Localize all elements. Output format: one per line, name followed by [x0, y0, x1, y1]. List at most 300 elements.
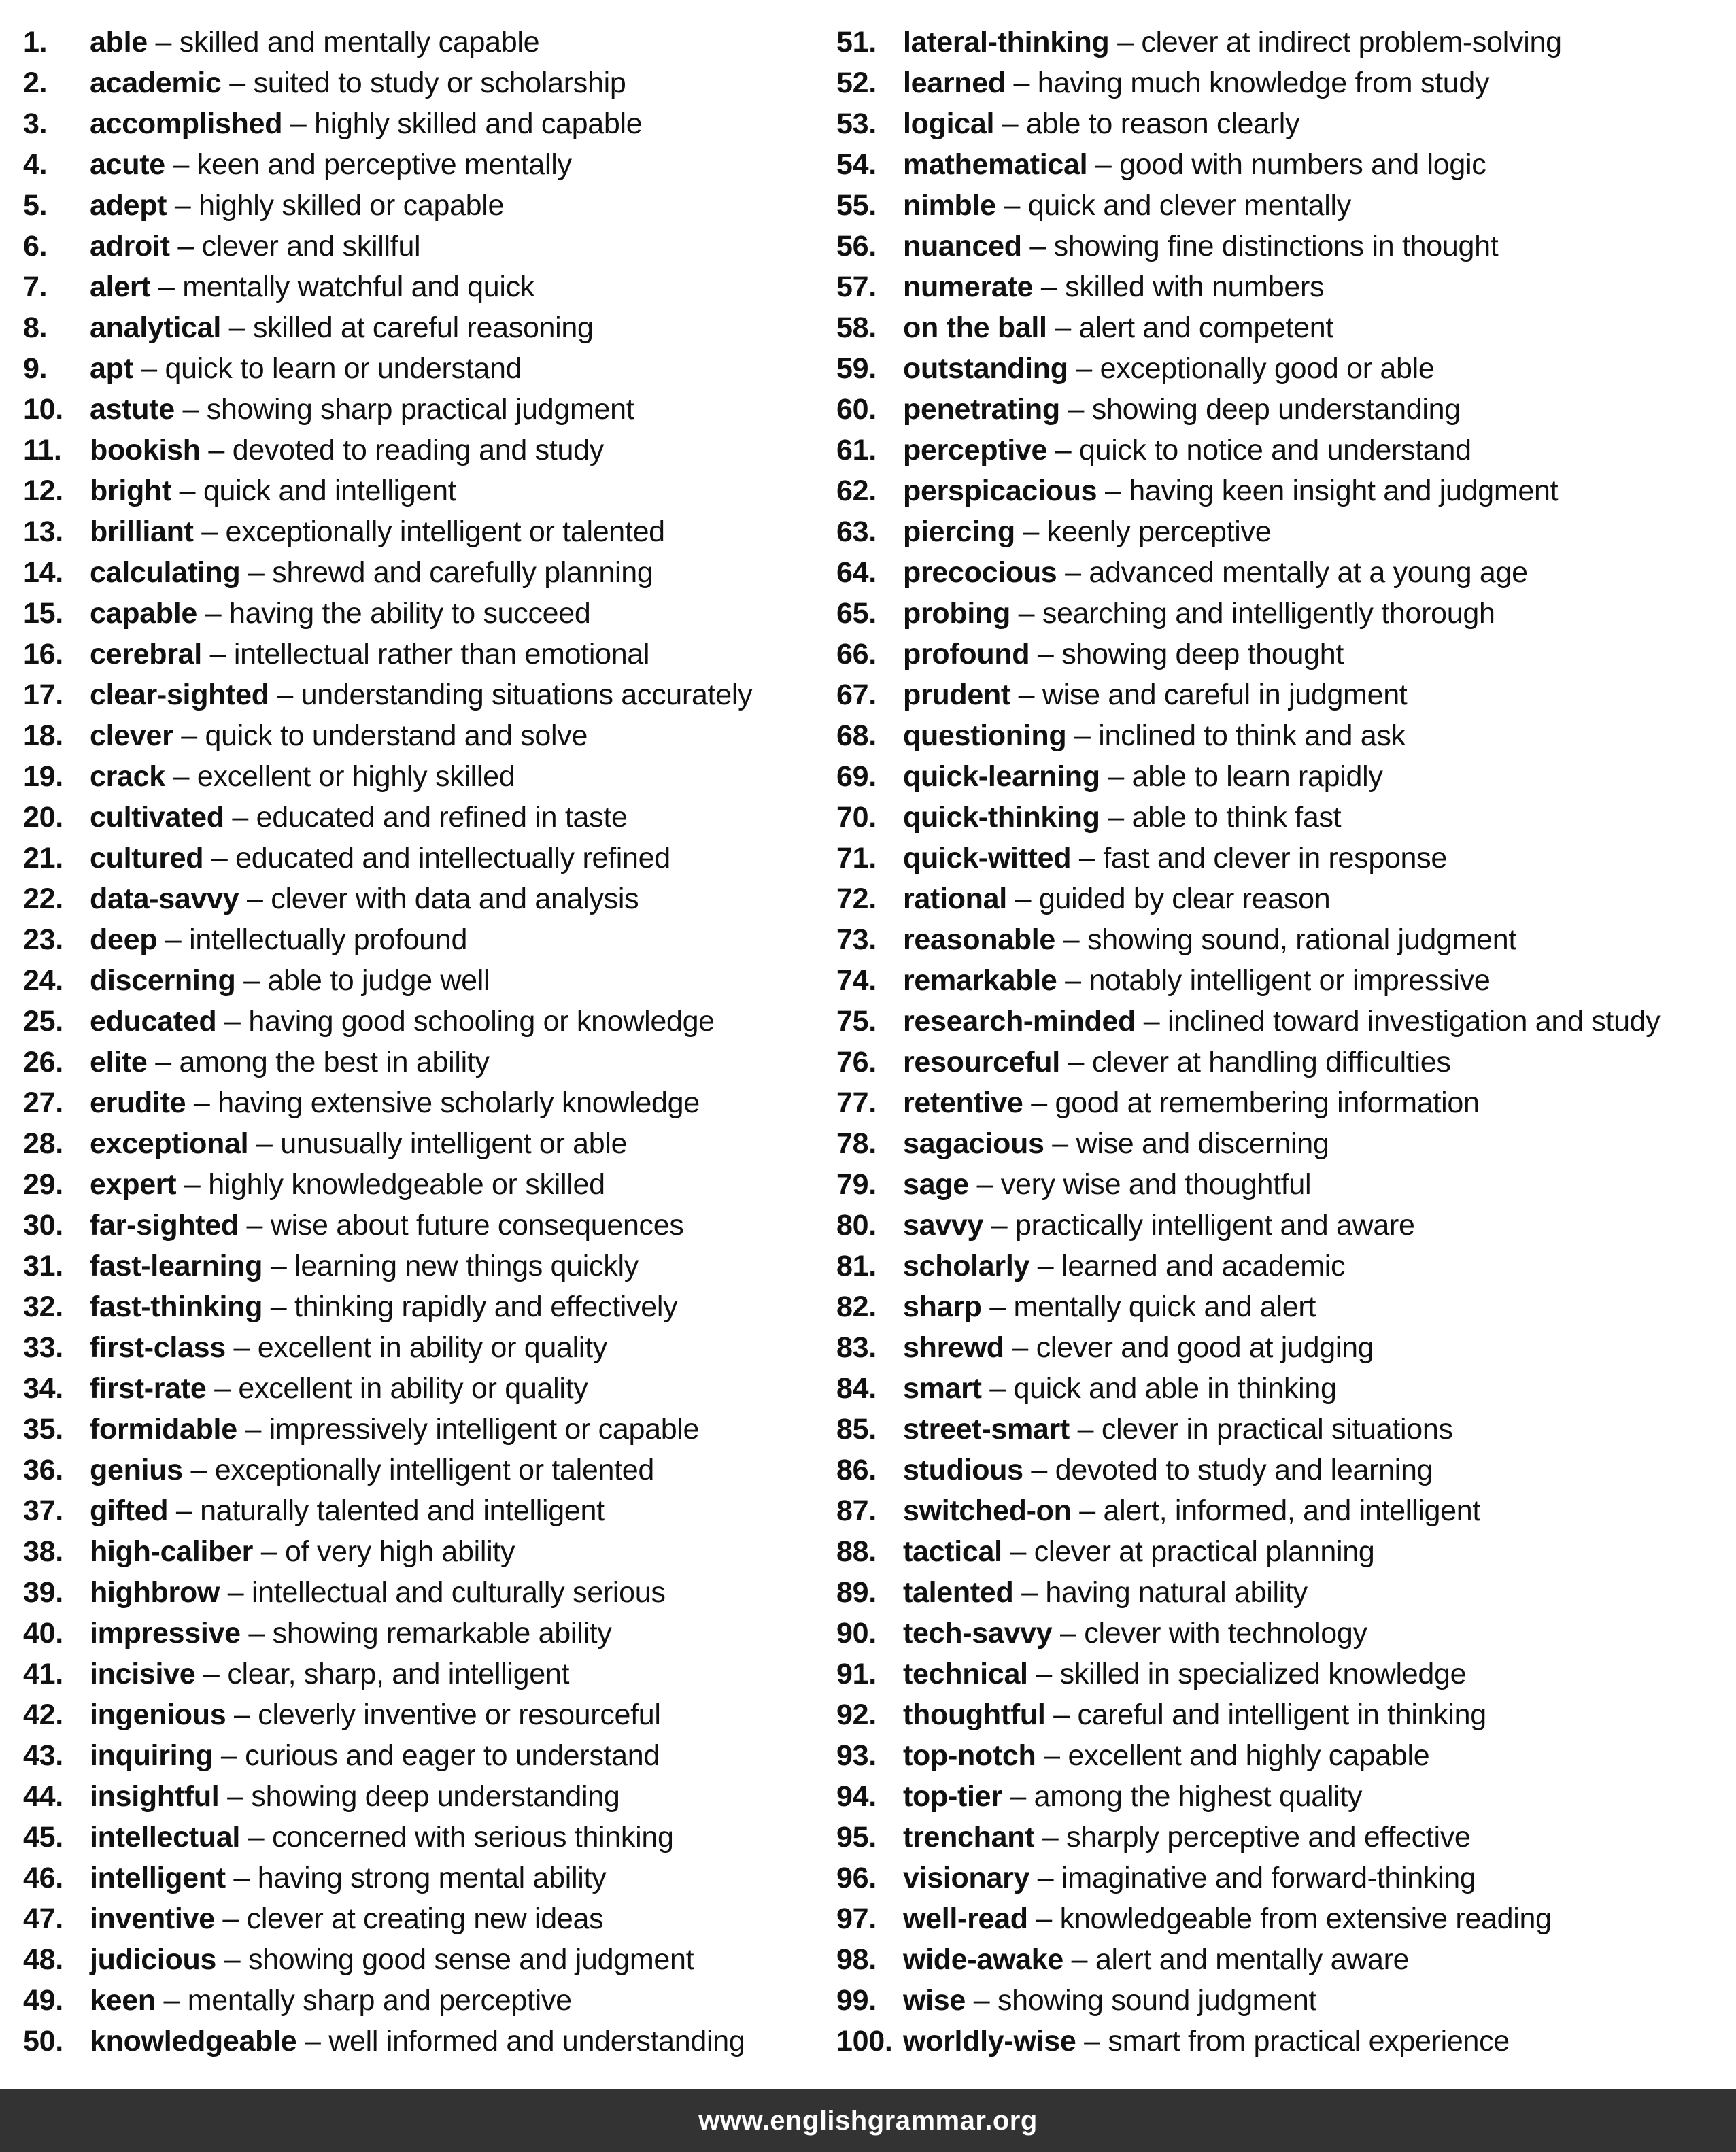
item-number: 52.	[836, 67, 876, 99]
item-word: smart	[903, 1372, 982, 1405]
item-separator: –	[190, 1454, 207, 1486]
item-word: retentive	[903, 1087, 1023, 1119]
list-item	[23, 1042, 832, 1082]
item-separator: –	[177, 230, 194, 262]
item-separator: –	[1076, 352, 1092, 385]
item-separator: –	[277, 679, 294, 711]
item-number: 41.	[23, 1658, 63, 1690]
list-item	[23, 838, 832, 878]
item-word: adept	[90, 189, 167, 222]
item-number: 64.	[836, 556, 876, 589]
item-word: elite	[90, 1046, 148, 1078]
item-word: brilliant	[90, 515, 194, 548]
item-number: 79.	[836, 1168, 876, 1201]
list-item	[23, 1409, 832, 1450]
item-definition: highly skilled or capable	[199, 189, 505, 222]
item-separator: –	[1031, 1087, 1047, 1119]
item-separator: –	[155, 1046, 171, 1078]
item-separator: –	[976, 1168, 993, 1201]
item-definition: fast and clever in response	[1103, 842, 1447, 874]
list-item	[836, 22, 1720, 63]
item-word: gifted	[90, 1495, 169, 1527]
item-number: 74.	[836, 964, 876, 997]
item-separator: –	[270, 1250, 287, 1282]
item-definition: advanced mentally at a young age	[1089, 556, 1528, 589]
item-number: 44.	[23, 1780, 63, 1813]
item-number: 72.	[836, 883, 876, 915]
item-word: top-notch	[903, 1739, 1036, 1772]
item-number: 29.	[23, 1168, 63, 1201]
item-word: far-sighted	[90, 1209, 239, 1242]
list-item	[23, 1368, 832, 1409]
item-definition: knowledgeable from extensive reading	[1059, 1902, 1552, 1935]
list-item	[836, 226, 1720, 267]
item-definition: showing fine distinctions in thought	[1053, 230, 1499, 262]
list-item	[836, 878, 1720, 919]
item-number: 2.	[23, 67, 48, 99]
list-item	[836, 2021, 1720, 2062]
list-item	[23, 1735, 832, 1776]
item-word: probing	[903, 597, 1010, 630]
item-number: 47.	[23, 1902, 63, 1935]
item-word: ingenious	[90, 1698, 226, 1731]
item-number: 68.	[836, 719, 876, 752]
item-definition: excellent or highly skilled	[197, 760, 515, 793]
item-number: 43.	[23, 1739, 63, 1772]
item-number: 8.	[23, 311, 48, 344]
item-number: 6.	[23, 230, 48, 262]
item-word: sage	[903, 1168, 969, 1201]
list-item	[23, 960, 832, 1001]
item-number: 55.	[836, 189, 876, 222]
list-item	[836, 552, 1720, 593]
item-word: cultivated	[90, 801, 224, 834]
item-definition: alert and competent	[1078, 311, 1334, 344]
item-definition: wise and careful in judgment	[1042, 679, 1408, 711]
item-definition: clever at practical planning	[1034, 1535, 1375, 1568]
item-word: capable	[90, 597, 198, 630]
item-number: 94.	[836, 1780, 876, 1813]
item-definition: skilled with numbers	[1065, 271, 1325, 303]
item-number: 7.	[23, 271, 48, 303]
item-number: 76.	[836, 1046, 876, 1078]
item-separator: –	[181, 719, 197, 752]
item-number: 40.	[23, 1617, 63, 1650]
list-item	[23, 674, 832, 715]
list-item	[836, 307, 1720, 348]
item-definition: clever in practical situations	[1101, 1413, 1453, 1446]
item-number: 86.	[836, 1454, 876, 1486]
item-separator: –	[243, 964, 260, 997]
item-word: knowledgeable	[90, 2025, 297, 2057]
list-item	[836, 1776, 1720, 1817]
list-item	[23, 1694, 832, 1735]
item-separator: –	[1095, 148, 1112, 181]
item-definition: clever with technology	[1084, 1617, 1367, 1650]
item-separator: –	[1055, 311, 1071, 344]
item-definition: understanding situations accurately	[301, 679, 753, 711]
item-separator: –	[228, 311, 245, 344]
list-item	[23, 1164, 832, 1205]
item-definition: good with numbers and logic	[1119, 148, 1486, 181]
item-definition: searching and intelligently thorough	[1042, 597, 1495, 630]
item-separator: –	[1036, 1658, 1052, 1690]
item-word: educated	[90, 1005, 217, 1038]
list-item	[836, 674, 1720, 715]
item-number: 45.	[23, 1821, 63, 1854]
list-item	[836, 756, 1720, 797]
item-word: deep	[90, 923, 158, 956]
item-definition: showing deep understanding	[251, 1780, 620, 1813]
item-separator: –	[1084, 2025, 1100, 2057]
item-number: 38.	[23, 1535, 63, 1568]
list-item	[23, 715, 832, 756]
item-word: inquiring	[90, 1739, 214, 1772]
item-separator: –	[1013, 67, 1030, 99]
item-separator: –	[208, 434, 225, 466]
item-definition: exceptionally intelligent or talented	[225, 515, 665, 548]
item-word: inventive	[90, 1902, 215, 1935]
list-item	[836, 1613, 1720, 1654]
item-word: wide-awake	[903, 1943, 1063, 1976]
list-item	[836, 1490, 1720, 1531]
item-word: erudite	[90, 1087, 186, 1119]
word-list-column-right	[836, 22, 1720, 2062]
item-separator: –	[173, 760, 190, 793]
item-definition: showing remarkable ability	[272, 1617, 612, 1650]
item-separator: –	[1037, 1250, 1054, 1282]
item-definition: mentally watchful and quick	[182, 271, 535, 303]
item-number: 37.	[23, 1495, 63, 1527]
item-separator: –	[1021, 1576, 1038, 1609]
item-number: 63.	[836, 515, 876, 548]
item-definition: intellectually profound	[189, 923, 468, 956]
item-definition: showing deep understanding	[1091, 393, 1461, 426]
item-word: first-rate	[90, 1372, 207, 1405]
item-number: 10.	[23, 393, 63, 426]
list-item	[23, 389, 832, 430]
item-number: 96.	[836, 1862, 876, 1894]
list-item	[23, 593, 832, 634]
list-item	[23, 756, 832, 797]
item-word: nuanced	[903, 230, 1022, 262]
item-number: 46.	[23, 1862, 63, 1894]
item-word: quick-witted	[903, 842, 1072, 874]
item-separator: –	[991, 1209, 1008, 1242]
item-definition: practically intelligent and aware	[1015, 1209, 1415, 1242]
list-item	[836, 634, 1720, 674]
item-word: apt	[90, 352, 133, 385]
item-separator: –	[1023, 515, 1040, 548]
list-item	[23, 797, 832, 838]
item-definition: showing sound judgment	[997, 1984, 1317, 2017]
item-definition: clever at handling difficulties	[1091, 1046, 1451, 1078]
item-number: 34.	[23, 1372, 63, 1405]
item-separator: –	[1029, 230, 1046, 262]
item-number: 27.	[23, 1087, 63, 1119]
item-separator: –	[1065, 964, 1081, 997]
item-definition: learned and academic	[1061, 1250, 1346, 1282]
item-separator: –	[1143, 1005, 1160, 1038]
item-number: 70.	[836, 801, 876, 834]
item-word: scholarly	[903, 1250, 1030, 1282]
item-word: bookish	[90, 434, 201, 466]
item-word: resourceful	[903, 1046, 1060, 1078]
list-item	[836, 1368, 1720, 1409]
item-separator: –	[1117, 26, 1134, 58]
list-item	[836, 1939, 1720, 1980]
item-word: accomplished	[90, 107, 283, 140]
item-separator: –	[1031, 1454, 1048, 1486]
item-word: impressive	[90, 1617, 241, 1650]
item-number: 98.	[836, 1943, 876, 1976]
item-separator: –	[1018, 679, 1035, 711]
item-word: questioning	[903, 719, 1067, 752]
item-word: studious	[903, 1454, 1023, 1486]
item-number: 26.	[23, 1046, 63, 1078]
list-item	[23, 1858, 832, 1898]
list-item	[23, 307, 832, 348]
item-number: 9.	[23, 352, 48, 385]
item-number: 25.	[23, 1005, 63, 1038]
item-definition: imaginative and forward-thinking	[1061, 1862, 1476, 1894]
item-number: 1.	[23, 26, 48, 58]
item-definition: able to judge well	[267, 964, 490, 997]
item-definition: well informed and understanding	[328, 2025, 745, 2057]
item-number: 23.	[23, 923, 63, 956]
item-number: 33.	[23, 1331, 63, 1364]
item-number: 88.	[836, 1535, 876, 1568]
list-item	[836, 1286, 1720, 1327]
item-separator: –	[232, 801, 249, 834]
list-item	[836, 960, 1720, 1001]
item-separator: –	[182, 393, 199, 426]
list-item	[836, 593, 1720, 634]
item-number: 69.	[836, 760, 876, 793]
item-separator: –	[1063, 923, 1080, 956]
item-definition: clear, sharp, and intelligent	[227, 1658, 570, 1690]
item-word: well-read	[903, 1902, 1028, 1935]
item-word: sharp	[903, 1291, 982, 1323]
item-definition: exceptionally intelligent or talented	[214, 1454, 654, 1486]
item-definition: devoted to study and learning	[1055, 1454, 1433, 1486]
item-word: shrewd	[903, 1331, 1004, 1364]
list-item	[23, 1613, 832, 1654]
item-separator: –	[165, 923, 182, 956]
list-item	[836, 1123, 1720, 1164]
footer-bar	[0, 2089, 1736, 2152]
item-separator: –	[211, 842, 228, 874]
list-item	[23, 1572, 832, 1613]
item-definition: showing good sense and judgment	[248, 1943, 694, 1976]
item-separator: –	[1065, 556, 1081, 589]
list-item	[836, 1082, 1720, 1123]
item-number: 42.	[23, 1698, 63, 1731]
item-number: 75.	[836, 1005, 876, 1038]
list-item	[23, 1817, 832, 1858]
item-number: 16.	[23, 638, 63, 670]
item-separator: –	[290, 107, 307, 140]
item-number: 78.	[836, 1127, 876, 1160]
item-separator: –	[1010, 1535, 1027, 1568]
item-separator: –	[224, 1943, 241, 1976]
list-item	[836, 511, 1720, 552]
item-word: fast-learning	[90, 1250, 263, 1282]
item-separator: –	[248, 556, 265, 589]
item-definition: excellent and highly capable	[1068, 1739, 1430, 1772]
item-definition: among the highest quality	[1034, 1780, 1363, 1813]
item-number: 32.	[23, 1291, 63, 1323]
item-word: bright	[90, 475, 171, 507]
item-definition: exceptionally good or able	[1100, 352, 1435, 385]
item-number: 31.	[23, 1250, 63, 1282]
item-definition: alert and mentally aware	[1095, 1943, 1410, 1976]
item-number: 12.	[23, 475, 63, 507]
item-definition: mentally quick and alert	[1013, 1291, 1316, 1323]
item-number: 19.	[23, 760, 63, 793]
item-definition: having much knowledge from study	[1037, 67, 1490, 99]
item-definition: clever with data and analysis	[271, 883, 639, 915]
item-definition: highly skilled and capable	[314, 107, 643, 140]
list-item	[23, 1939, 832, 1980]
item-separator: –	[1036, 1902, 1052, 1935]
list-item	[836, 1898, 1720, 1939]
item-separator: –	[1059, 1617, 1076, 1650]
item-separator: –	[1108, 760, 1124, 793]
list-item	[23, 63, 832, 103]
item-separator: –	[227, 1576, 244, 1609]
item-number: 81.	[836, 1250, 876, 1282]
item-separator: –	[1078, 842, 1095, 874]
item-word: cerebral	[90, 638, 202, 670]
list-item	[23, 878, 832, 919]
list-item	[836, 1001, 1720, 1042]
list-item	[836, 430, 1720, 471]
item-word: crack	[90, 760, 165, 793]
list-item	[836, 797, 1720, 838]
item-number: 99.	[836, 1984, 876, 2017]
item-number: 3.	[23, 107, 48, 140]
item-number: 97.	[836, 1902, 876, 1935]
item-word: street-smart	[903, 1413, 1070, 1446]
item-separator: –	[989, 1291, 1006, 1323]
item-definition: excellent in ability or quality	[257, 1331, 607, 1364]
item-separator: –	[214, 1372, 231, 1405]
item-definition: quick and able in thinking	[1013, 1372, 1337, 1405]
list-item	[23, 1123, 832, 1164]
list-item	[23, 2021, 832, 2062]
item-definition: quick and clever mentally	[1027, 189, 1352, 222]
list-item	[836, 1164, 1720, 1205]
item-separator: –	[246, 883, 263, 915]
list-item	[23, 185, 832, 226]
list-item	[23, 1450, 832, 1490]
list-item	[23, 1001, 832, 1042]
item-definition: educated and intellectually refined	[235, 842, 670, 874]
item-separator: –	[1002, 107, 1019, 140]
item-word: outstanding	[903, 352, 1068, 385]
list-item	[23, 226, 832, 267]
item-word: calculating	[90, 556, 241, 589]
item-number: 84.	[836, 1372, 876, 1405]
item-number: 100.	[836, 2025, 893, 2057]
item-word: precocious	[903, 556, 1057, 589]
item-number: 58.	[836, 311, 876, 344]
item-definition: concerned with serious thinking	[271, 1821, 674, 1854]
list-item	[836, 1246, 1720, 1286]
item-separator: –	[1037, 638, 1054, 670]
item-separator: –	[1104, 475, 1121, 507]
item-separator: –	[1018, 597, 1035, 630]
list-item	[836, 1817, 1720, 1858]
item-separator: –	[1079, 1495, 1095, 1527]
item-number: 71.	[836, 842, 876, 874]
item-word: intellectual	[90, 1821, 241, 1854]
list-item	[836, 185, 1720, 226]
item-definition: among the best in ability	[179, 1046, 490, 1078]
item-definition: smart from practical experience	[1108, 2025, 1510, 2057]
item-number: 87.	[836, 1495, 876, 1527]
item-separator: –	[141, 352, 157, 385]
list-item	[836, 1572, 1720, 1613]
item-number: 61.	[836, 434, 876, 466]
list-item	[836, 1654, 1720, 1694]
item-definition: sharply perceptive and effective	[1066, 1821, 1471, 1854]
item-number: 48.	[23, 1943, 63, 1976]
list-item	[23, 430, 832, 471]
item-word: high-caliber	[90, 1535, 254, 1568]
list-item	[836, 1409, 1720, 1450]
item-separator: –	[233, 1862, 250, 1894]
item-word: logical	[903, 107, 995, 140]
item-number: 93.	[836, 1739, 876, 1772]
item-word: trenchant	[903, 1821, 1035, 1854]
list-item	[836, 63, 1720, 103]
item-word: analytical	[90, 311, 221, 344]
item-number: 67.	[836, 679, 876, 711]
item-separator: –	[179, 475, 196, 507]
item-separator: –	[989, 1372, 1006, 1405]
item-separator: –	[193, 1087, 210, 1119]
item-separator: –	[220, 1739, 237, 1772]
item-separator: –	[233, 1331, 250, 1364]
item-separator: –	[205, 597, 222, 630]
item-separator: –	[227, 1780, 243, 1813]
list-item	[23, 1898, 832, 1939]
item-word: switched-on	[903, 1495, 1072, 1527]
item-separator: –	[1042, 1821, 1059, 1854]
item-word: data-savvy	[90, 883, 239, 915]
item-word: intelligent	[90, 1862, 226, 1894]
item-definition: showing sharp practical judgment	[206, 393, 634, 426]
item-number: 73.	[836, 923, 876, 956]
item-separator: –	[1044, 1739, 1060, 1772]
list-item	[23, 1205, 832, 1246]
list-item	[836, 1735, 1720, 1776]
list-item	[23, 1082, 832, 1123]
item-number: 15.	[23, 597, 63, 630]
item-definition: clever and good at judging	[1036, 1331, 1374, 1364]
item-number: 35.	[23, 1413, 63, 1446]
item-definition: quick to notice and understand	[1079, 434, 1471, 466]
item-definition: showing deep thought	[1061, 638, 1344, 670]
item-word: insightful	[90, 1780, 220, 1813]
item-word: clever	[90, 719, 173, 752]
list-item	[23, 1246, 832, 1286]
item-definition: excellent in ability or quality	[238, 1372, 588, 1405]
item-number: 66.	[836, 638, 876, 670]
item-number: 62.	[836, 475, 876, 507]
